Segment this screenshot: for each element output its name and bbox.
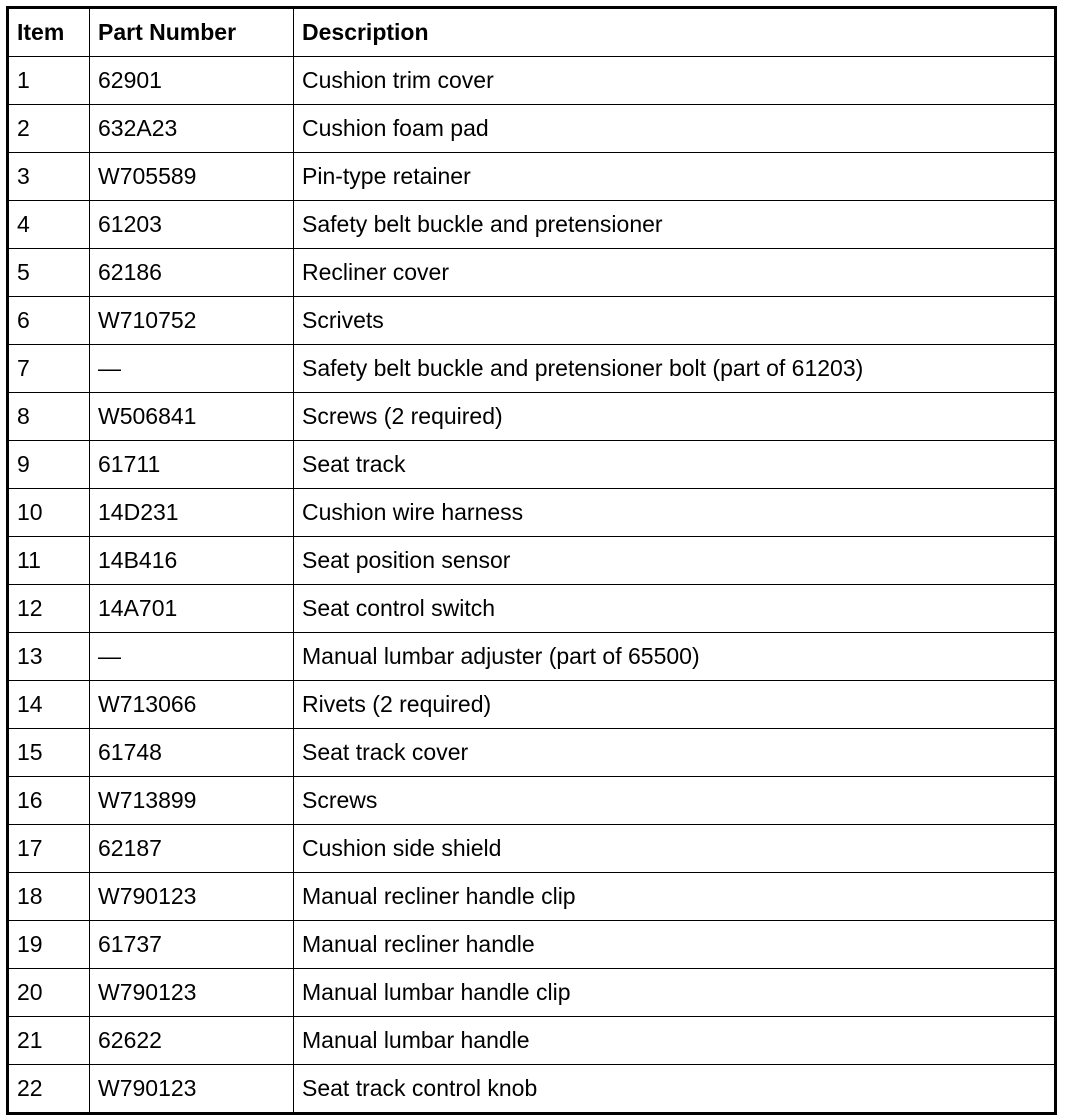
table-body <box>8 57 1056 1114</box>
cell-item: 22 <box>8 1065 90 1114</box>
cell-description: Cushion wire harness <box>294 489 1056 537</box>
cell-description: Recliner cover <box>294 249 1056 297</box>
cell-part-number: 14A701 <box>90 585 294 633</box>
cell-item: 4 <box>8 201 90 249</box>
cell-item: 19 <box>8 921 90 969</box>
table-row <box>8 393 1056 441</box>
table-header-row <box>8 8 1056 57</box>
table-row <box>8 345 1056 393</box>
table-row <box>8 681 1056 729</box>
column-header-description: Description <box>294 8 1056 57</box>
table-row <box>8 585 1056 633</box>
cell-part-number: W705589 <box>90 153 294 201</box>
cell-item: 11 <box>8 537 90 585</box>
cell-part-number: W790123 <box>90 969 294 1017</box>
cell-description: Safety belt buckle and pretensioner <box>294 201 1056 249</box>
cell-item: 2 <box>8 105 90 153</box>
cell-description: Manual lumbar handle clip <box>294 969 1056 1017</box>
cell-part-number: 632A23 <box>90 105 294 153</box>
cell-part-number: 62622 <box>90 1017 294 1065</box>
cell-description: Manual recliner handle clip <box>294 873 1056 921</box>
cell-part-number: 62187 <box>90 825 294 873</box>
cell-item: 5 <box>8 249 90 297</box>
table-row <box>8 153 1056 201</box>
cell-description: Seat control switch <box>294 585 1056 633</box>
table-row <box>8 921 1056 969</box>
cell-item: 18 <box>8 873 90 921</box>
cell-item: 15 <box>8 729 90 777</box>
cell-description: Rivets (2 required) <box>294 681 1056 729</box>
cell-description: Seat track control knob <box>294 1065 1056 1114</box>
cell-item: 10 <box>8 489 90 537</box>
cell-description: Screws (2 required) <box>294 393 1056 441</box>
cell-part-number: W710752 <box>90 297 294 345</box>
cell-item: 21 <box>8 1017 90 1065</box>
table-row <box>8 825 1056 873</box>
cell-description: Seat track <box>294 441 1056 489</box>
cell-description: Manual recliner handle <box>294 921 1056 969</box>
cell-item: 9 <box>8 441 90 489</box>
table-row <box>8 57 1056 105</box>
cell-part-number: 14B416 <box>90 537 294 585</box>
cell-item: 13 <box>8 633 90 681</box>
cell-part-number: — <box>90 345 294 393</box>
cell-description: Pin-type retainer <box>294 153 1056 201</box>
cell-item: 7 <box>8 345 90 393</box>
cell-item: 6 <box>8 297 90 345</box>
table-row <box>8 873 1056 921</box>
parts-table <box>6 6 1057 1115</box>
cell-item: 16 <box>8 777 90 825</box>
column-header-part-number: Part Number <box>90 8 294 57</box>
table-row <box>8 1065 1056 1114</box>
cell-description: Screws <box>294 777 1056 825</box>
table-row <box>8 537 1056 585</box>
cell-item: 8 <box>8 393 90 441</box>
cell-part-number: W713899 <box>90 777 294 825</box>
cell-part-number: 62186 <box>90 249 294 297</box>
table-row <box>8 249 1056 297</box>
table-row <box>8 969 1056 1017</box>
table-row <box>8 633 1056 681</box>
cell-part-number: W790123 <box>90 1065 294 1114</box>
cell-description: Cushion side shield <box>294 825 1056 873</box>
table-row <box>8 105 1056 153</box>
cell-part-number: W506841 <box>90 393 294 441</box>
cell-item: 17 <box>8 825 90 873</box>
table-row <box>8 729 1056 777</box>
cell-description: Seat position sensor <box>294 537 1056 585</box>
cell-part-number: 61711 <box>90 441 294 489</box>
column-header-item: Item <box>8 8 90 57</box>
table-row <box>8 489 1056 537</box>
cell-description: Safety belt buckle and pretensioner bolt (part of 61203) <box>294 345 1056 393</box>
cell-description: Cushion trim cover <box>294 57 1056 105</box>
cell-part-number: 62901 <box>90 57 294 105</box>
table-row <box>8 441 1056 489</box>
cell-part-number: 14D231 <box>90 489 294 537</box>
cell-item: 3 <box>8 153 90 201</box>
cell-item: 1 <box>8 57 90 105</box>
cell-description: Manual lumbar handle <box>294 1017 1056 1065</box>
cell-part-number: — <box>90 633 294 681</box>
cell-description: Scrivets <box>294 297 1056 345</box>
cell-part-number: W713066 <box>90 681 294 729</box>
table-row <box>8 777 1056 825</box>
cell-part-number: W790123 <box>90 873 294 921</box>
cell-description: Cushion foam pad <box>294 105 1056 153</box>
cell-part-number: 61737 <box>90 921 294 969</box>
cell-item: 20 <box>8 969 90 1017</box>
cell-description: Seat track cover <box>294 729 1056 777</box>
table-row <box>8 297 1056 345</box>
cell-part-number: 61748 <box>90 729 294 777</box>
cell-item: 14 <box>8 681 90 729</box>
table-row <box>8 201 1056 249</box>
cell-description: Manual lumbar adjuster (part of 65500) <box>294 633 1056 681</box>
cell-part-number: 61203 <box>90 201 294 249</box>
cell-item: 12 <box>8 585 90 633</box>
table-row <box>8 1017 1056 1065</box>
